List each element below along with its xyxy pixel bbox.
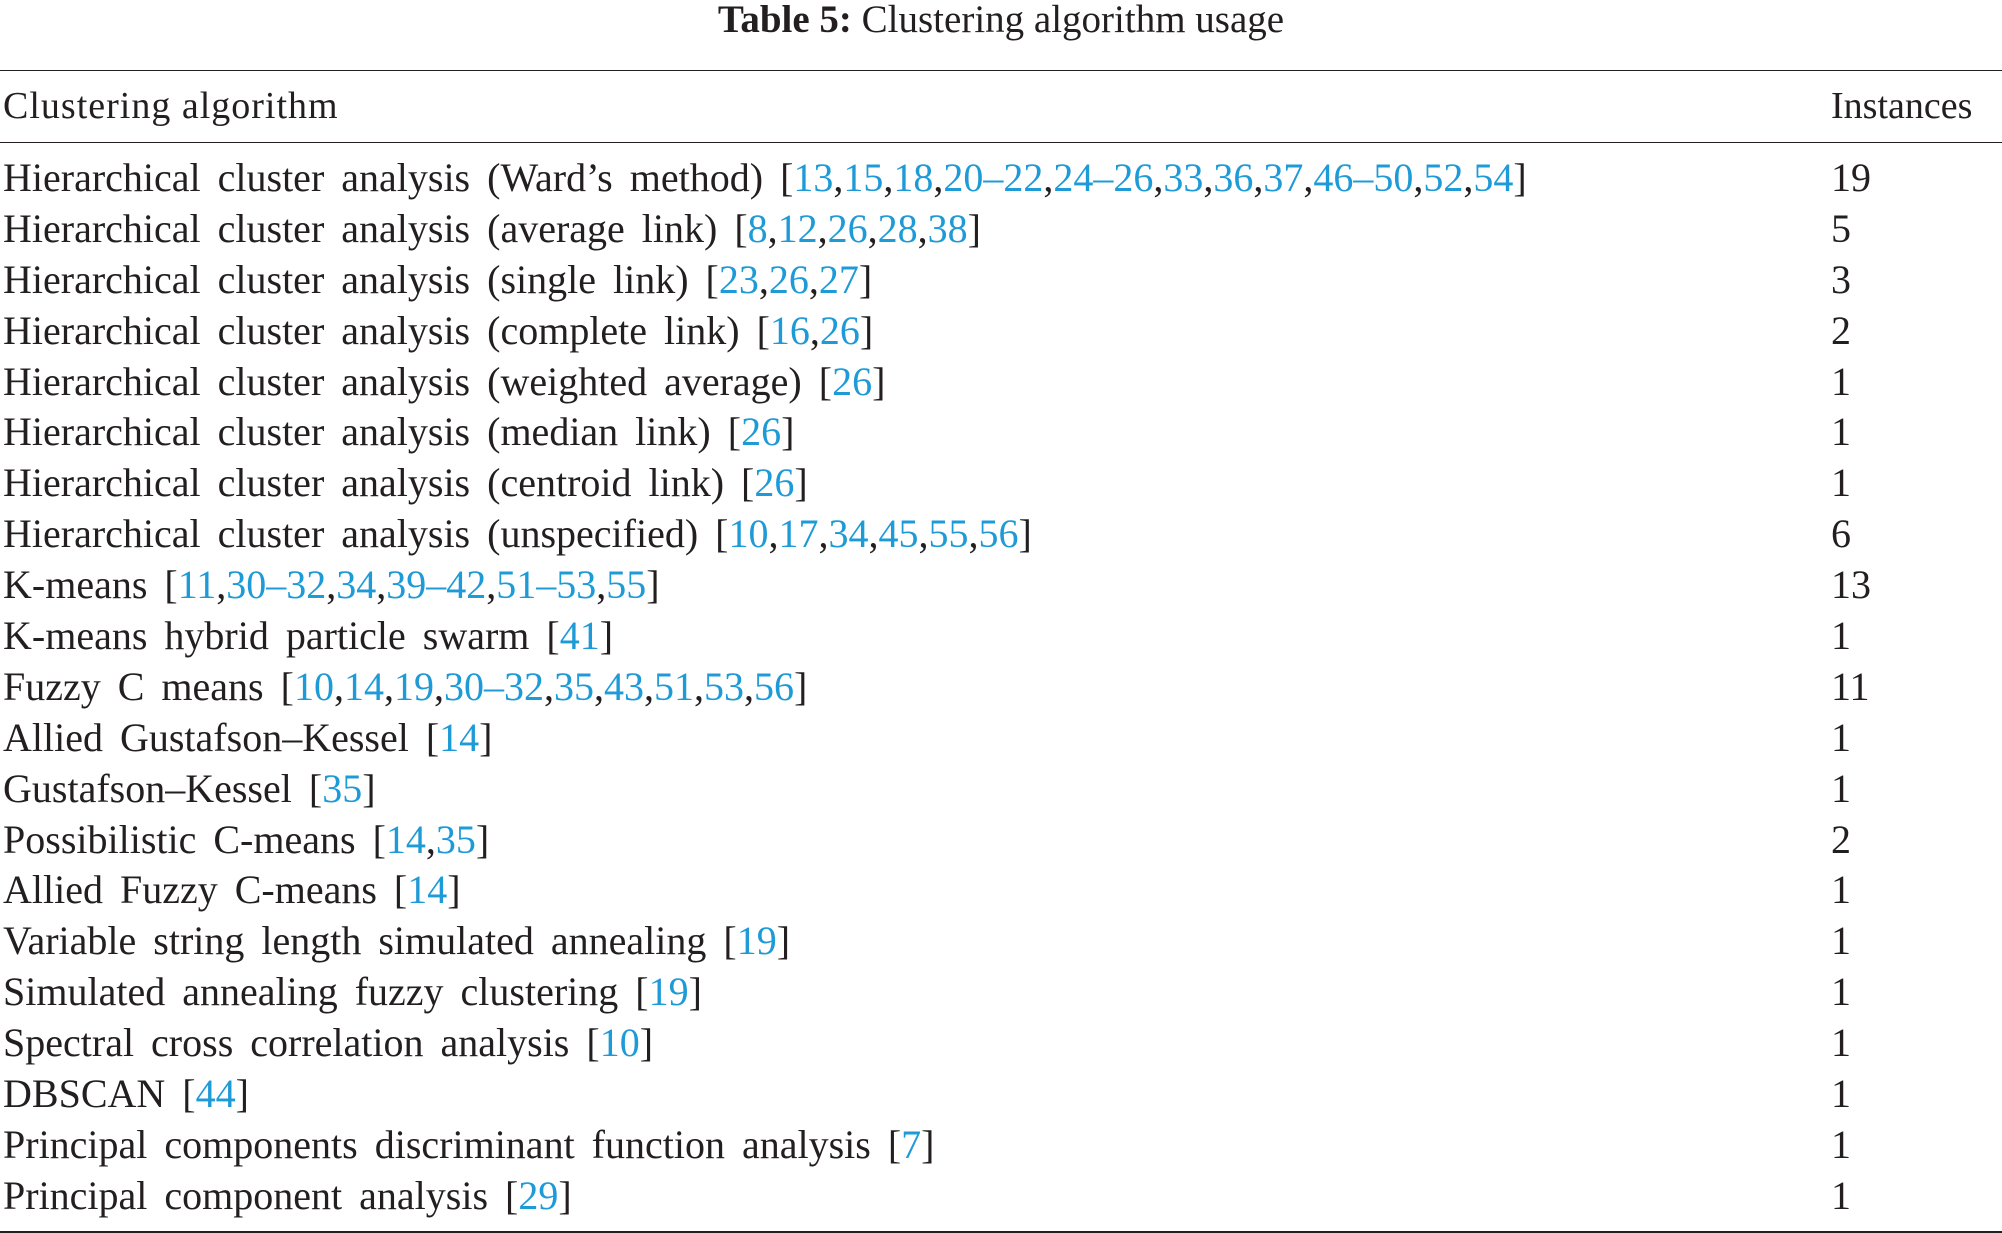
instances-cell: 3 (1831, 256, 1851, 302)
citation-link[interactable]: 30–32 (443, 663, 544, 709)
algorithm-cell: Allied Gustafson–Kessel [14] (3, 714, 493, 760)
instances-cell: 1 (1831, 613, 1851, 659)
citation-link[interactable]: 35 (435, 816, 476, 862)
citation-link[interactable]: 14 (385, 816, 426, 862)
citation-link[interactable]: 27 (818, 256, 859, 302)
algorithm-name: Allied Fuzzy C-means (3, 867, 377, 913)
citation-link[interactable]: 37 (1263, 155, 1304, 200)
table-caption (0, 0, 2002, 40)
top-rule (0, 70, 2002, 71)
algorithm-name: Hierarchical cluster analysis (unspecified) (3, 511, 699, 557)
algorithm-cell: Hierarchical cluster analysis (Ward’s method) [13,15,18,20–22,24–26,33,36,37,46–50,52,54] (3, 155, 1527, 200)
algorithm-name: Hierarchical cluster analysis (median link) (3, 409, 711, 455)
instances-cell: 2 (1831, 307, 1851, 353)
citation-link[interactable]: 26 (819, 307, 860, 353)
table-row (0, 1120, 2002, 1171)
algorithm-cell: Fuzzy C means [10,14,19,30–32,35,43,51,53,56] (3, 663, 808, 709)
citation-link[interactable]: 33 (1163, 155, 1204, 200)
citation-link[interactable]: 12 (777, 205, 818, 251)
citation-link[interactable]: 19 (736, 918, 777, 964)
citation-link[interactable]: 35 (553, 663, 594, 709)
algorithm-name: Fuzzy C means (3, 663, 264, 709)
instances-cell: 1 (1831, 867, 1851, 913)
algorithm-cell: Principal component analysis [29] (3, 1172, 572, 1218)
instances-cell: 11 (1831, 663, 1870, 709)
citation-link[interactable]: 15 (843, 155, 884, 200)
algorithm-name: K-means hybrid particle swarm (3, 613, 530, 659)
table-row (0, 1018, 2002, 1069)
citation-link[interactable]: 16 (769, 307, 810, 353)
citation-link[interactable]: 35 (322, 765, 363, 811)
algorithm-cell: DBSCAN [44] (3, 1071, 249, 1117)
citation-link[interactable]: 26 (827, 205, 868, 251)
citation-link[interactable]: 11 (177, 562, 217, 608)
citation-link[interactable]: 56 (978, 511, 1019, 557)
citation-link[interactable]: 13 (793, 155, 834, 200)
table-row (0, 560, 2002, 611)
algorithm-cell: Allied Fuzzy C-means [14] (3, 867, 461, 913)
table-row (0, 1069, 2002, 1120)
citation-link[interactable]: 18 (893, 155, 934, 200)
algorithm-cell: K-means [11,30–32,34,39–42,51–53,55] (3, 562, 660, 608)
instances-cell: 5 (1831, 205, 1851, 251)
instances-cell: 2 (1831, 816, 1851, 862)
citation-link[interactable]: 26 (768, 256, 809, 302)
algorithm-cell: Simulated annealing fuzzy clustering [19] (3, 969, 702, 1015)
citation-link[interactable]: 23 (718, 256, 759, 302)
table-row (0, 1171, 2002, 1222)
citation-link[interactable]: 26 (832, 358, 873, 404)
citation-link[interactable]: 20–22 (943, 155, 1044, 200)
algorithm-name: Principal component analysis (3, 1172, 489, 1218)
algorithm-name: Hierarchical cluster analysis (average link) (3, 205, 718, 251)
algorithm-cell: Principal components discriminant function analysis [7] (3, 1121, 935, 1167)
algorithm-name: Hierarchical cluster analysis (single link) (3, 256, 689, 302)
table-row (0, 458, 2002, 509)
citation-link[interactable]: 19 (648, 969, 689, 1015)
citation-link[interactable]: 8 (747, 205, 768, 251)
algorithm-name: Possibilistic C-means (3, 816, 356, 862)
citation-link[interactable]: 52 (1423, 155, 1464, 200)
instances-cell: 1 (1831, 409, 1851, 455)
instances-cell: 1 (1831, 358, 1851, 404)
table-row (0, 916, 2002, 967)
citation-link[interactable]: 36 (1213, 155, 1254, 200)
citation-link[interactable]: 10 (728, 511, 769, 557)
algorithm-cell: Variable string length simulated annealing [19] (3, 918, 791, 964)
citation-link[interactable]: 43 (603, 663, 644, 709)
table-row (0, 153, 2002, 204)
citation-link[interactable]: 14 (343, 663, 384, 709)
algorithm-name: Simulated annealing fuzzy clustering (3, 969, 619, 1015)
citation-link[interactable]: 19 (393, 663, 434, 709)
citation-link[interactable]: 7 (901, 1121, 922, 1167)
algorithm-cell: K-means hybrid particle swarm [41] (3, 613, 614, 659)
algorithm-name: K-means (3, 562, 148, 608)
instances-cell: 1 (1831, 765, 1851, 811)
citation-link[interactable]: 51 (653, 663, 694, 709)
algorithm-cell: Hierarchical cluster analysis (centroid link) [26] (3, 460, 808, 506)
citation-link[interactable]: 51–53 (496, 562, 597, 608)
algorithm-cell: Hierarchical cluster analysis (weighted average) [26] (3, 358, 886, 404)
algorithm-name: Principal components discriminant function analysis (3, 1121, 871, 1167)
table-row (0, 815, 2002, 866)
algorithm-name: Hierarchical cluster analysis (complete link) (3, 307, 740, 353)
citation-link[interactable]: 55 (928, 511, 969, 557)
citation-link[interactable]: 17 (778, 511, 819, 557)
citation-link[interactable]: 30–32 (226, 562, 327, 608)
algorithm-cell: Hierarchical cluster analysis (unspecified) [10,17,34,45,55,56] (3, 511, 1032, 557)
citation-link[interactable]: 34 (336, 562, 377, 608)
citation-link[interactable]: 39–42 (386, 562, 487, 608)
instances-cell: 1 (1831, 714, 1851, 760)
citation-link[interactable]: 26 (754, 460, 795, 506)
citation-link[interactable]: 45 (878, 511, 919, 557)
algorithm-cell: Hierarchical cluster analysis (complete link) [16,26] (3, 307, 874, 353)
citation-link[interactable]: 14 (407, 867, 448, 913)
table-row (0, 713, 2002, 764)
citation-link[interactable]: 28 (877, 205, 918, 251)
instances-cell: 1 (1831, 1071, 1851, 1117)
citation-link[interactable]: 34 (828, 511, 869, 557)
algorithm-cell: Hierarchical cluster analysis (single link) [23,26,27] (3, 256, 873, 302)
citation-link[interactable]: 10 (293, 663, 334, 709)
instances-cell: 13 (1831, 562, 1871, 608)
table-row (0, 204, 2002, 255)
table-body (0, 153, 2002, 1222)
citation-link[interactable]: 38 (927, 205, 968, 251)
instances-cell: 1 (1831, 460, 1851, 506)
table-row (0, 407, 2002, 458)
table-number: Table 5: (717, 0, 852, 41)
header-rule (0, 142, 2002, 143)
citation-link[interactable]: 46–50 (1313, 155, 1414, 200)
algorithm-cell: Gustafson–Kessel [35] (3, 765, 376, 811)
citation-link[interactable]: 55 (606, 562, 647, 608)
citation-link[interactable]: 54 (1473, 155, 1514, 200)
table-row (0, 357, 2002, 408)
citation-link[interactable]: 53 (703, 663, 744, 709)
citation-link[interactable]: 26 (741, 409, 782, 455)
table-row (0, 255, 2002, 306)
algorithm-name: Allied Gustafson–Kessel (3, 714, 409, 760)
algorithm-cell: Spectral cross correlation analysis [10] (3, 1020, 654, 1066)
algorithm-cell: Possibilistic C-means [14,35] (3, 816, 490, 862)
algorithm-name: Variable string length simulated annealing (3, 918, 707, 964)
citation-link[interactable]: 14 (439, 714, 480, 760)
algorithm-name: Hierarchical cluster analysis (weighted average) (3, 358, 802, 404)
algorithm-cell: Hierarchical cluster analysis (average link) [8,12,26,28,38] (3, 205, 981, 251)
instances-cell: 19 (1831, 155, 1871, 200)
instances-cell: 1 (1831, 1121, 1851, 1167)
table-row (0, 865, 2002, 916)
table-title: Clustering algorithm usage (861, 0, 1285, 41)
table-row (0, 967, 2002, 1018)
table-row (0, 306, 2002, 357)
instances-cell: 6 (1831, 511, 1851, 557)
citation-link[interactable]: 10 (599, 1020, 640, 1066)
table-row (0, 764, 2002, 815)
instances-cell: 1 (1831, 1020, 1851, 1066)
instances-cell: 1 (1831, 969, 1851, 1015)
citation-link[interactable]: 24–26 (1053, 155, 1154, 200)
instances-cell: 1 (1831, 918, 1851, 964)
algorithm-name: Hierarchical cluster analysis (centroid link) (3, 460, 725, 506)
table-row (0, 662, 2002, 713)
citation-link[interactable]: 29 (518, 1172, 559, 1218)
algorithm-cell: Hierarchical cluster analysis (median link) [26] (3, 409, 795, 455)
table-row (0, 611, 2002, 662)
table-row (0, 509, 2002, 560)
column-header-algorithm: Clustering algorithm (3, 85, 339, 127)
citation-link[interactable]: 56 (753, 663, 794, 709)
instances-cell: 1 (1831, 1172, 1851, 1218)
algorithm-name: DBSCAN (3, 1071, 166, 1117)
algorithm-name: Spectral cross correlation analysis (3, 1020, 570, 1066)
citation-link[interactable]: 41 (559, 613, 600, 659)
algorithm-name: Hierarchical cluster analysis (Ward’s method) (3, 155, 764, 200)
citation-link[interactable]: 44 (195, 1071, 236, 1117)
algorithm-name: Gustafson–Kessel (3, 765, 292, 811)
column-header-instances: Instances (1831, 85, 1973, 127)
